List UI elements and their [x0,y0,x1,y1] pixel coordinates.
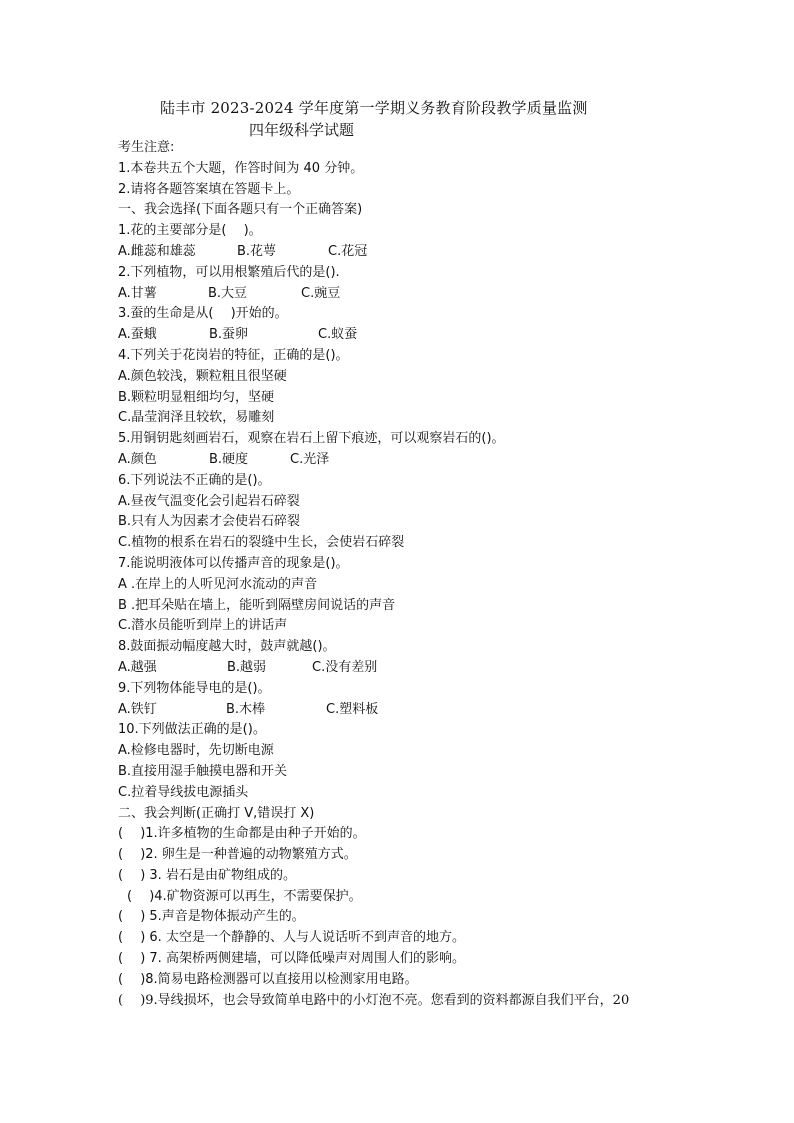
option: C.豌豆 [301,285,341,301]
question-options [118,700,678,721]
option: C.花冠 [328,243,368,259]
exam-subtitle: 四年级科学试题 [249,121,355,139]
question-stem: 4.下列关于花岗岩的特征，正确的是()。 [118,347,349,363]
judge-item: ( )9.导线损坏，也会导致简单电路中的小灯泡不亮。您看到的资料都源自我们平台，20 [118,992,630,1008]
judge-item: ( ) 7. 高架桥两侧建墙，可以降低噪声对周围人们的影响。 [118,951,465,967]
option: A.雌蕊和雄蕊 [118,243,196,259]
judge-item: ( )4.矿物资源可以再生，不需要保护。 [127,888,362,904]
section-heading-judge: 二、我会判断(正确打 V,错误打 X) [118,805,315,821]
question-stem: 10.下列做法正确的是()。 [118,722,266,738]
option: B.颗粒明显粗细均匀，坚硬 [118,389,275,405]
option: A.检修电器时，先切断电源 [118,743,274,759]
exam-title: 陆丰市 2023-2024 学年度第一学期义务教育阶段教学质量监测 [160,99,588,117]
option: A.颜色 [118,451,157,467]
judge-item: ( ) 6. 太空是一个静静的、人与人说话听不到声音的地方。 [118,930,465,946]
question-stem: 9.下列物体能导电的是()。 [118,680,271,696]
option: C.塑料板 [326,701,379,717]
option: A .在岸上的人听见河水流动的声音 [118,576,318,592]
option: C.潜水员能听到岸上的讲话声 [118,618,288,634]
judge-item: ( ) 3. 岩石是由矿物组成的。 [118,867,296,883]
option: B.硬度 [209,451,249,467]
option: A.甘薯 [118,285,157,301]
judge-item: ( )1.许多植物的生命都是由种子开始的。 [118,826,366,842]
exam-content [118,138,678,1011]
question-stem: 6.下列说法不正确的是()。 [118,472,271,488]
question-options [118,658,678,679]
option: C.植物的根系在岩石的裂缝中生长，会使岩石碎裂 [118,535,405,551]
option: B.大豆 [208,285,248,301]
option: B .把耳朵贴在墙上，能听到隔壁房间说话的声音 [118,597,396,613]
question-options [118,325,678,346]
notice-item: 1.本卷共五个大题，作答时间为 40 分钟。 [118,160,364,176]
question-options [118,284,678,305]
question-stem: 3.蚕的生命是从( )开始的。 [118,306,288,322]
section-heading-choice: 一、我会选择(下面各题只有一个正确答案) [118,202,363,218]
option: B.只有人为因素才会使岩石碎裂 [118,514,301,530]
option: A.颜色较浅，颗粒粗且很坚硬 [118,368,287,384]
option: B.花萼 [237,243,277,259]
question-stem: 8.鼓面振动幅度越大时，鼓声就越()。 [118,639,336,655]
option: B.越弱 [227,659,267,675]
notice-item: 2.请将各题答案填在答题卡上。 [118,181,300,197]
option: A.越强 [118,659,157,675]
question-stem: 2.下列植物，可以用根繁殖后代的是(). [118,264,340,280]
option: B.蚕卵 [209,327,249,343]
option: B.直接用湿手触摸电器和开关 [118,763,288,779]
option: C.晶莹润泽且较软，易雕刻 [118,410,275,426]
option: B.木棒 [226,701,266,717]
question-options [118,450,678,471]
question-options [118,242,678,263]
option: C.拉着导线拔电源插头 [118,784,249,800]
option: C.没有差别 [312,659,378,675]
option: A.铁钉 [118,701,157,717]
option: C.蚁蚕 [318,327,358,343]
question-stem: 1.花的主要部分是( )。 [118,223,262,239]
judge-item: ( )2. 卵生是一种普遍的动物繁殖方式。 [118,847,357,863]
notice-heading: 考生注意: [118,140,175,155]
judge-item: ( ) 5.声音是物体振动产生的。 [118,909,305,925]
question-stem: 7.能说明液体可以传播声音的现象是()。 [118,555,349,571]
option: A.蚕蛾 [118,327,157,343]
judge-item: ( )8.简易电路检测器可以直接用以检测家用电路。 [118,971,418,987]
question-stem: 5.用铜钥匙刻画岩石，观察在岩石上留下痕迹，可以观察岩石的()。 [118,431,505,447]
option: A.昼夜气温变化会引起岩石碎裂 [118,493,300,509]
option: C.光泽 [290,451,330,467]
